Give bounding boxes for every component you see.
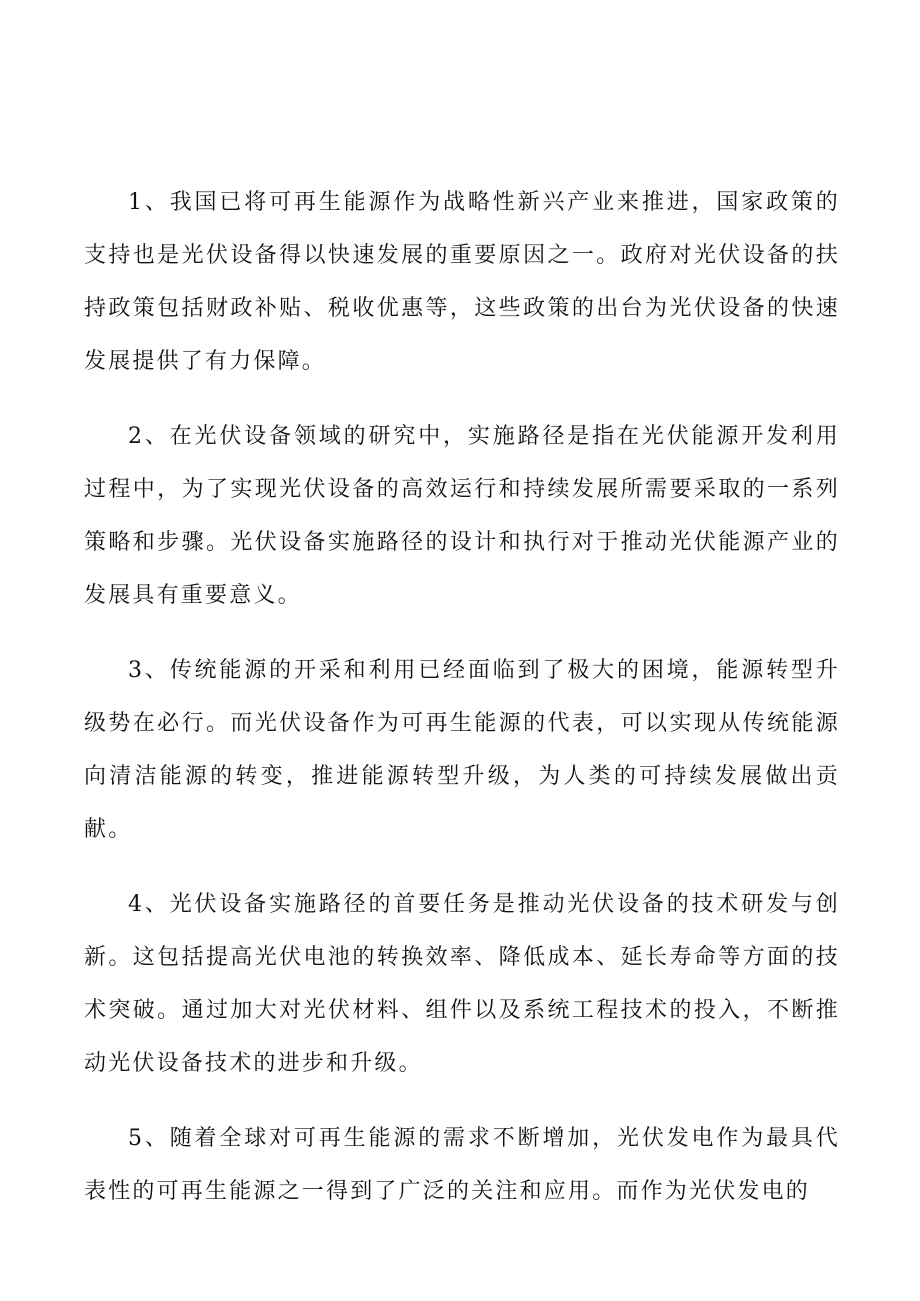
paragraph-1: 1、我国已将可再生能源作为战略性新兴产业来推进，国家政策的支持也是光伏设备得以快速发展的重要原因之一。政府对光伏设备的扶持政策包括财政补贴、税收优惠等，这些政策的出台为光伏设备的快速发展提供了有力保障。	[84, 190, 840, 374]
paragraph-5: 5、随着全球对可再生能源的需求不断增加，光伏发电作为最具代表性的可再生能源之一得到了广泛的关注和应用。而作为光伏发电的	[84, 1126, 840, 1204]
paragraph-4: 4、光伏设备实施路径的首要任务是推动光伏设备的技术研发与创新。这包括提高光伏电池的转换效率、降低成本、延长寿命等方面的技术突破。通过加大对光伏材料、组件以及系统工程技术的投入，不断推动光伏设备技术的进步和升级。	[84, 892, 840, 1076]
paragraph-3: 3、传统能源的开采和利用已经面临到了极大的困境，能源转型升级势在必行。而光伏设备作为可再生能源的代表，可以实现从传统能源向清洁能源的转变，推进能源转型升级，为人类的可持续发展做出贡献。	[84, 658, 840, 842]
document-body	[84, 176, 840, 1240]
paragraph-2: 2、在光伏设备领域的研究中，实施路径是指在光伏能源开发利用过程中，为了实现光伏设备的高效运行和持续发展所需要采取的一系列策略和步骤。光伏设备实施路径的设计和执行对于推动光伏能源产业的发展具有重要意义。	[84, 424, 840, 608]
